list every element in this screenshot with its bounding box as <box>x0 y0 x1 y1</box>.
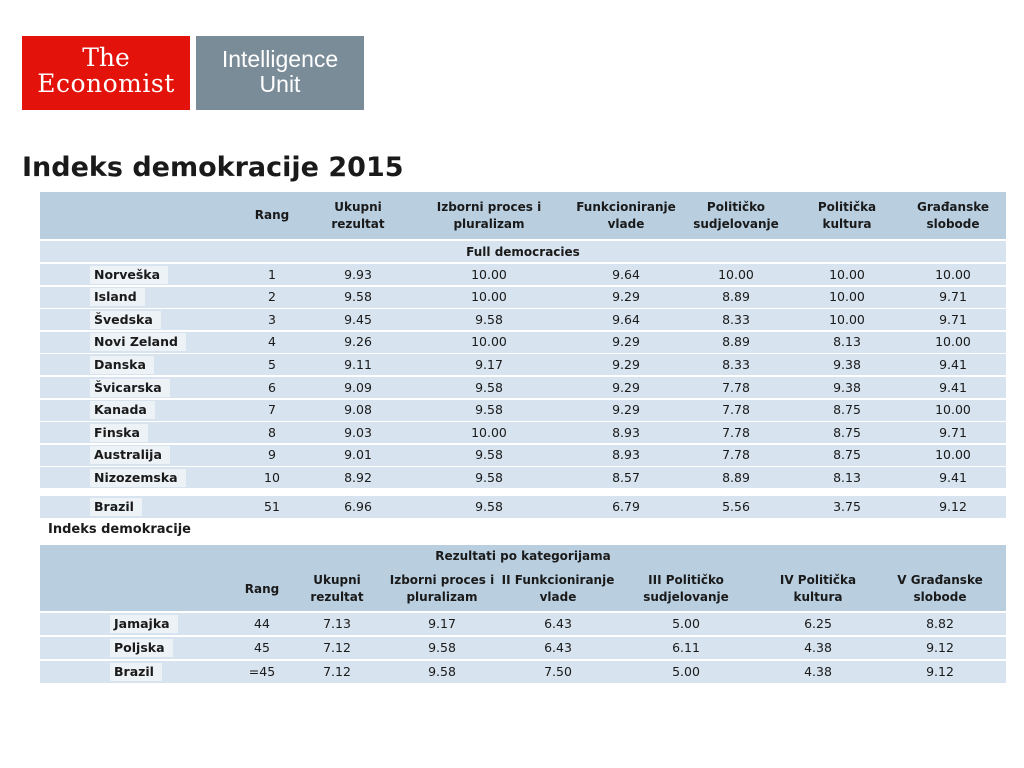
electoral-cell: 9.58 <box>475 402 503 418</box>
country-name: Jamajka <box>110 615 178 633</box>
country-name: Brazil <box>90 498 142 516</box>
table1-header-row <box>40 192 1006 239</box>
participation-cell: 5.00 <box>672 664 700 679</box>
total-cell: 9.58 <box>344 289 372 305</box>
table2-label: Indeks demokracije <box>48 522 191 537</box>
section-label: Full democracies <box>466 244 580 259</box>
culture-cell: 9.38 <box>833 356 861 372</box>
table-row <box>40 467 1006 488</box>
column-header: Građanske slobode <box>916 199 990 231</box>
country-cell <box>90 400 220 421</box>
rank-cell: 7 <box>268 402 276 418</box>
country-cell <box>110 661 230 683</box>
column-header: Rang <box>254 208 290 222</box>
column-header: III Političko sudjelovanje <box>643 573 729 604</box>
culture-cell: 3.75 <box>833 499 861 514</box>
culture-cell: 8.13 <box>833 334 861 350</box>
country-cell <box>90 445 220 466</box>
electoral-cell: 9.58 <box>475 499 503 514</box>
participation-cell: 8.89 <box>722 334 750 350</box>
total-cell: 9.93 <box>344 266 372 282</box>
rank-cell: 51 <box>264 499 280 514</box>
country-cell <box>90 309 220 330</box>
electoral-cell: 9.17 <box>428 616 456 631</box>
participation-cell: 8.33 <box>722 311 750 327</box>
culture-cell: 8.75 <box>833 402 861 418</box>
total-cell: 9.11 <box>344 356 372 372</box>
table-row <box>40 377 1006 398</box>
culture-cell: 10.00 <box>829 289 865 305</box>
total-cell: 6.96 <box>344 499 372 514</box>
participation-cell: 5.56 <box>722 499 750 514</box>
intelligence-unit-logo <box>196 36 364 110</box>
country-cell <box>90 467 220 488</box>
government-cell: 6.43 <box>544 616 572 631</box>
culture-cell: 4.38 <box>804 664 832 679</box>
government-cell: 8.93 <box>612 424 640 440</box>
liberties-cell: 9.12 <box>939 499 967 514</box>
country-cell <box>90 264 220 285</box>
column-header: Politička kultura <box>817 199 877 231</box>
electoral-cell: 9.58 <box>475 469 503 485</box>
country-cell <box>90 354 220 375</box>
culture-cell: 8.75 <box>833 424 861 440</box>
culture-cell: 6.25 <box>804 616 832 631</box>
page-title: Indeks demokracije 2015 <box>22 152 404 183</box>
liberties-cell: 10.00 <box>935 334 971 350</box>
country-name: Danska <box>90 356 154 374</box>
electoral-cell: 9.17 <box>475 356 503 372</box>
liberties-cell: 10.00 <box>935 266 971 282</box>
government-cell: 8.93 <box>612 447 640 463</box>
participation-cell: 8.33 <box>722 356 750 372</box>
participation-cell: 8.89 <box>722 289 750 305</box>
culture-cell: 8.75 <box>833 447 861 463</box>
total-cell: 7.13 <box>323 616 351 631</box>
government-cell: 6.43 <box>544 640 572 655</box>
participation-cell: 10.00 <box>718 266 754 282</box>
economist-logo <box>22 36 190 110</box>
column-header: Izborni proces i pluralizam <box>436 199 542 231</box>
liberties-cell: 10.00 <box>935 402 971 418</box>
liberties-cell: 9.12 <box>926 640 954 655</box>
electoral-cell: 9.58 <box>475 447 503 463</box>
country-cell <box>110 637 230 659</box>
culture-cell: 10.00 <box>829 266 865 282</box>
culture-cell: 8.13 <box>833 469 861 485</box>
country-name: Kanada <box>90 401 155 419</box>
participation-cell: 8.89 <box>722 469 750 485</box>
electoral-cell: 10.00 <box>471 289 507 305</box>
rank-cell: 8 <box>268 424 276 440</box>
electoral-cell: 9.58 <box>475 311 503 327</box>
logo-line-economist: Economist <box>37 69 175 98</box>
government-cell: 6.79 <box>612 499 640 514</box>
table-row <box>40 332 1006 353</box>
table2-header-row <box>40 567 1006 611</box>
rank-cell: 1 <box>268 266 276 282</box>
culture-cell: 9.38 <box>833 379 861 395</box>
total-cell: 7.12 <box>323 664 351 679</box>
table-row <box>40 400 1006 421</box>
government-cell: 9.29 <box>612 356 640 372</box>
country-name: Švicarska <box>90 379 170 397</box>
column-header: Funkcioniranje vlade <box>576 199 676 231</box>
total-cell: 9.26 <box>344 334 372 350</box>
country-name: Australija <box>90 446 170 464</box>
participation-cell: 7.78 <box>722 447 750 463</box>
table-row <box>40 422 1006 443</box>
table2-caption: Rezultati po kategorijama <box>435 549 611 563</box>
rank-cell: 2 <box>268 289 276 305</box>
column-header: Političko sudjelovanje <box>693 199 779 231</box>
column-header: Ukupni rezultat <box>331 199 385 231</box>
rank-cell: 9 <box>268 447 276 463</box>
country-name: Nizozemska <box>90 469 186 487</box>
government-cell: 8.57 <box>612 469 640 485</box>
country-name: Švedska <box>90 311 161 329</box>
government-cell: 9.64 <box>612 311 640 327</box>
government-cell: 9.64 <box>612 266 640 282</box>
liberties-cell: 10.00 <box>935 447 971 463</box>
logo-line-unit: Unit <box>259 71 301 97</box>
total-cell: 9.09 <box>344 379 372 395</box>
country-name: Poljska <box>110 639 173 657</box>
rank-cell: 6 <box>268 379 276 395</box>
total-cell: 9.08 <box>344 402 372 418</box>
rank-cell: 44 <box>254 616 270 631</box>
column-header: II Funkcioniranje vlade <box>501 573 615 604</box>
government-cell: 9.29 <box>612 379 640 395</box>
country-cell <box>110 613 230 635</box>
logo-line-intelligence: Intelligence <box>221 46 339 72</box>
table-row <box>40 309 1006 330</box>
rank-cell: 5 <box>268 356 276 372</box>
country-name: Novi Zeland <box>90 333 186 351</box>
participation-cell: 7.78 <box>722 379 750 395</box>
total-cell: 9.01 <box>344 447 372 463</box>
participation-cell: 6.11 <box>672 640 700 655</box>
country-cell <box>90 287 220 308</box>
table1-section-row <box>40 241 1006 262</box>
electoral-cell: 10.00 <box>471 334 507 350</box>
culture-cell: 4.38 <box>804 640 832 655</box>
table-row <box>40 496 1006 518</box>
total-cell: 7.12 <box>323 640 351 655</box>
electoral-cell: 9.58 <box>428 664 456 679</box>
liberties-cell: 9.71 <box>939 311 967 327</box>
country-name: Brazil <box>110 663 162 681</box>
liberties-cell: 9.41 <box>939 379 967 395</box>
total-cell: 9.03 <box>344 424 372 440</box>
rank-cell: 45 <box>254 640 270 655</box>
country-name: Finska <box>90 424 148 442</box>
government-cell: 7.50 <box>544 664 572 679</box>
liberties-cell: 9.41 <box>939 356 967 372</box>
rank-cell: =45 <box>248 664 276 679</box>
country-cell <box>90 377 220 398</box>
electoral-cell: 9.58 <box>475 379 503 395</box>
total-cell: 9.45 <box>344 311 372 327</box>
liberties-cell: 8.82 <box>926 616 954 631</box>
liberties-cell: 9.71 <box>939 289 967 305</box>
participation-cell: 7.78 <box>722 424 750 440</box>
total-cell: 8.92 <box>344 469 372 485</box>
logo-line-the: The <box>82 43 130 72</box>
column-header: V Građanske slobode <box>897 573 983 604</box>
table-row <box>40 287 1006 308</box>
rank-cell: 3 <box>268 311 276 327</box>
column-header: IV Politička kultura <box>779 573 857 604</box>
country-name: Island <box>90 288 145 306</box>
liberties-cell: 9.41 <box>939 469 967 485</box>
rank-cell: 10 <box>264 469 280 485</box>
country-cell <box>90 496 220 518</box>
column-header: Rang <box>244 581 280 596</box>
table-row <box>40 264 1006 285</box>
rank-cell: 4 <box>268 334 276 350</box>
column-header: Ukupni rezultat <box>310 573 364 604</box>
table2-caption-row <box>40 545 1006 567</box>
liberties-cell: 9.71 <box>939 424 967 440</box>
liberties-cell: 9.12 <box>926 664 954 679</box>
table-row <box>40 637 1006 659</box>
table-row <box>40 445 1006 466</box>
participation-cell: 5.00 <box>672 616 700 631</box>
electoral-cell: 9.58 <box>428 640 456 655</box>
government-cell: 9.29 <box>612 402 640 418</box>
electoral-cell: 10.00 <box>471 266 507 282</box>
table-row <box>40 661 1006 683</box>
country-name: Norveška <box>90 266 168 284</box>
country-cell <box>90 332 220 353</box>
electoral-cell: 10.00 <box>471 424 507 440</box>
government-cell: 9.29 <box>612 334 640 350</box>
table-row <box>40 354 1006 375</box>
column-header: Izborni proces i pluralizam <box>389 573 495 604</box>
country-cell <box>90 422 220 443</box>
culture-cell: 10.00 <box>829 311 865 327</box>
table-row <box>40 613 1006 635</box>
government-cell: 9.29 <box>612 289 640 305</box>
participation-cell: 7.78 <box>722 402 750 418</box>
